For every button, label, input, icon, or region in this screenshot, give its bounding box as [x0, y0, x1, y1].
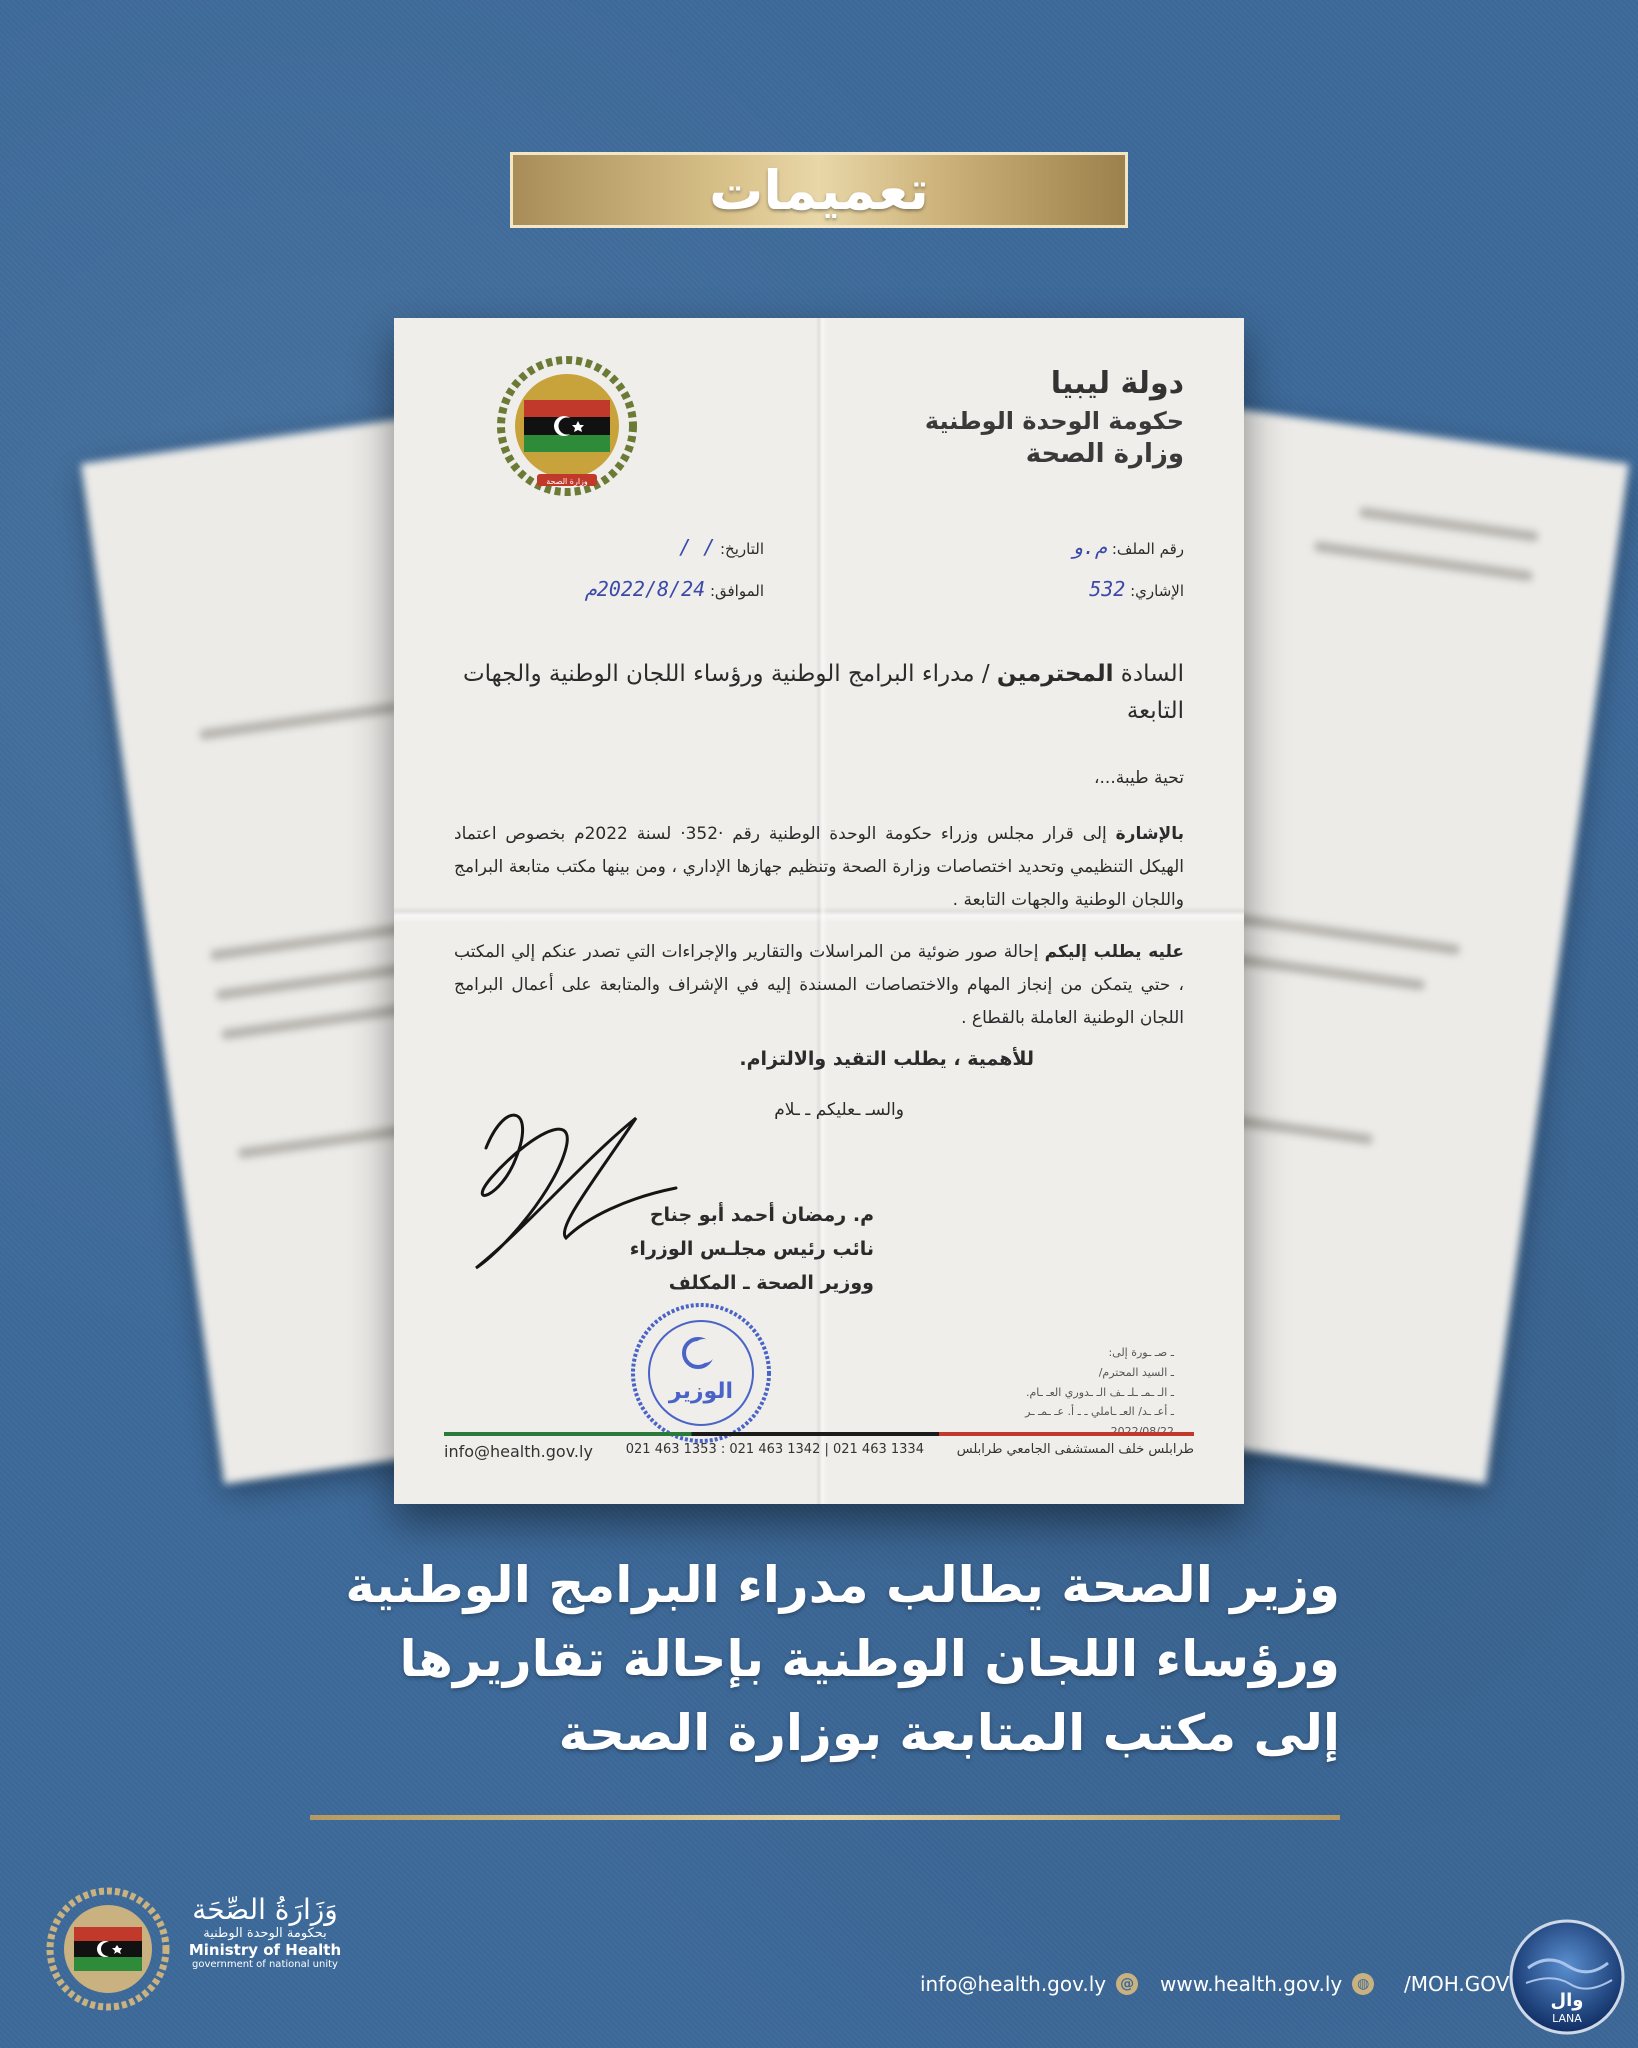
signer-title-1: نائب رئيس مجلـس الوزراء	[629, 1238, 874, 1261]
website-text: www.health.gov.ly	[1160, 1972, 1343, 1996]
flag-color-rule	[444, 1432, 1194, 1436]
paragraph-1	[454, 818, 1184, 917]
official-letter	[394, 318, 1244, 1504]
contact-website[interactable]	[1160, 1972, 1374, 1996]
social-text: /MOH.GOV	[1404, 1972, 1510, 1996]
cc-list	[1024, 1343, 1174, 1442]
signer-title-2: ووزير الصحة ـ المكلف	[668, 1272, 874, 1295]
salam-line: والسـ ـعليكم ـ ـلام	[774, 1100, 904, 1120]
lana-ar: وال	[1550, 1990, 1584, 2011]
headline	[300, 1548, 1340, 1770]
header-government: حكومة الوحدة الوطنية	[924, 406, 1184, 435]
contact-email[interactable]	[920, 1972, 1138, 1996]
email-text: info@health.gov.ly	[920, 1972, 1107, 1996]
file-value: م.و	[1070, 535, 1108, 559]
headline-line-3: إلى مكتب المتابعة بوزارة الصحة	[558, 1704, 1340, 1762]
letter-header	[884, 364, 1184, 472]
ref-label: الإشاري:	[1130, 582, 1184, 600]
letter-footer	[444, 1442, 1194, 1461]
lana-agency-logo-icon	[1508, 1918, 1626, 2036]
contact-social[interactable]	[1404, 1972, 1509, 1996]
addressee-prefix: السادة	[1120, 661, 1184, 687]
lana-text: LANA	[1552, 2012, 1582, 2025]
headline-line-1: وزير الصحة يطالب مدراء البرامج الوطنية	[345, 1556, 1340, 1614]
emblem-text: وزارة الصحة	[546, 477, 588, 486]
ministry-logo-text	[180, 1893, 350, 1970]
globe-icon: ◍	[1352, 1973, 1374, 1995]
greeting: تحية طيبة...،	[1094, 768, 1184, 788]
signer-block	[544, 1198, 874, 1301]
banner-title: تعميمات	[510, 152, 1128, 228]
date-value: / /	[679, 535, 716, 559]
logo-en-1: Ministry of Health	[188, 1941, 342, 1959]
addressee-rest: / مدراء البرامج الوطنية ورؤساء اللجان الوطنية والجهات التابعة	[463, 661, 1184, 724]
headline-line-2: ورؤساء اللجان الوطنية بإحالة تقاريرها	[399, 1630, 1340, 1688]
cc-line: ـ السيد المحترم/	[1098, 1365, 1174, 1379]
paragraph-2	[454, 936, 1184, 1035]
logo-en-2: government of national unity	[192, 1959, 338, 1970]
letter-footer-email: info@health.gov.ly	[444, 1442, 593, 1461]
para1-text: إلى قرار مجلس وزراء حكومة الوحدة الوطنية رقم ·352· لسنة 2022م بخصوص اعتماد الهيكل التنظيمي وتحديد اختصاصات وزارة الصحة وتنظيم جهازها الإداري ، ومن بينها مكتب متابعة البرامج واللجان الوطنية والجهات التابعة .	[454, 824, 1184, 911]
letter-footer-phones: 021 463 1353 : 021 463 1342 | 021 463 1334	[625, 1442, 924, 1457]
date-label: التاريخ:	[720, 540, 764, 558]
header-state: دولة ليبيا	[1050, 366, 1184, 401]
date-meta	[444, 526, 764, 610]
official-stamp-icon	[626, 1298, 776, 1448]
cc-line: ـ صـ ـورة إلى:	[1108, 1346, 1174, 1359]
letter-footer-address: طرابلس خلف المستشفى الجامعي طرابلس	[956, 1442, 1194, 1457]
at-icon: @	[1116, 1973, 1138, 1995]
file-meta	[864, 526, 1184, 610]
ministry-logo-icon	[44, 1885, 172, 2013]
addressee	[454, 656, 1184, 730]
hijri-value: 2022/8/24م	[584, 577, 706, 601]
cc-line: ـ أعـ ـد/ العـ ـاملي ـ ـ أ. عـ ـمـ ـر	[1025, 1405, 1174, 1419]
logo-ar-1: وَزَارَةُ الصِّحَة	[192, 1893, 338, 1926]
hijri-label: الموافق:	[709, 582, 764, 600]
file-label: رقم الملف:	[1111, 540, 1184, 558]
ref-value: 532	[1089, 577, 1126, 601]
ministry-emblem-icon	[492, 348, 642, 498]
header-ministry: وزارة الصحة	[1025, 438, 1184, 469]
para1-bold: بالإشارة	[1115, 824, 1184, 844]
stamp-text: الوزير	[668, 1379, 734, 1404]
cc-line: ـ الـ ـمـ ـلـ ـف الـ ـدوري العـ ـام.	[1025, 1385, 1174, 1399]
signer-name: م. رمضان أحمد أبو جناح	[649, 1204, 874, 1226]
importance-line: للأهمية ، يطلب التقيد والالتزام.	[739, 1048, 1034, 1070]
logo-ar-2: بحكومة الوحدة الوطنية	[203, 1926, 327, 1941]
para2-text: إحالة صور ضوئية من المراسلات والتقارير والإجراءات التي تصدر عنكم إلي المكتب ، حتي يتمكن من إنجاز المهام والاختصاصات المسندة إليه في الإشراف والمتابعة على أعمال البرامج اللجان الوطنية العاملة بالقطاع .	[454, 942, 1184, 1029]
para2-bold: عليه يطلب إليكم	[1044, 942, 1185, 962]
addressee-bold: المحترمين	[996, 661, 1114, 687]
gold-divider	[310, 1815, 1340, 1820]
